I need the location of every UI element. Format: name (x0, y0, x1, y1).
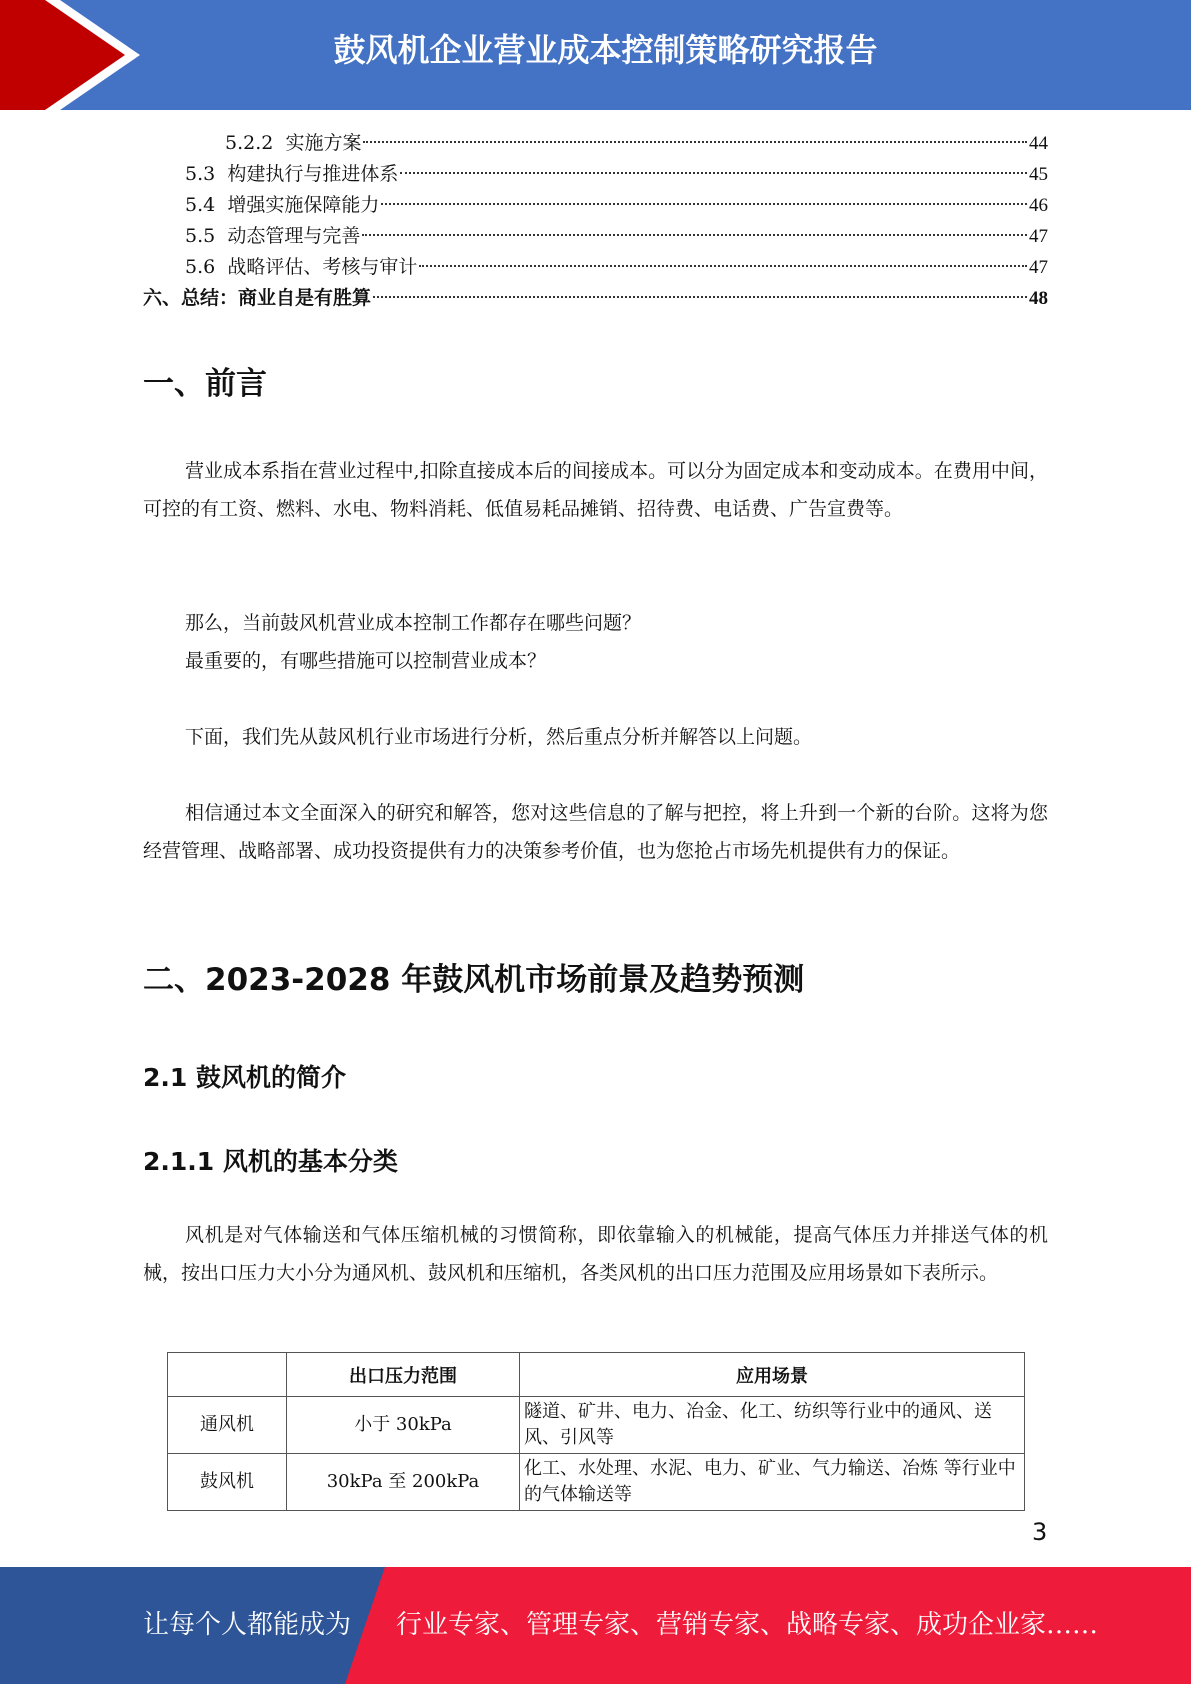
toc-leader-dots (363, 141, 1027, 143)
paragraph: 最重要的，有哪些措施可以控制营业成本？ (185, 650, 547, 672)
toc-leader-dots (381, 203, 1027, 205)
table-cell: 小于 30kPa (287, 1397, 520, 1454)
toc-entry-title: 总结：商业自是有胜算 (181, 287, 372, 309)
table-header-cell: 应用场景 (520, 1353, 1025, 1397)
page-footer (0, 1567, 1191, 1684)
toc-entry-number: 5.5 (185, 225, 216, 247)
paragraph: 下面，我们先从鼓风机行业市场进行分析，然后重点分析并解答以上问题。 (185, 726, 813, 748)
footer-slogan-left: 让每个人都能成为 (143, 1610, 352, 1640)
toc-entry-page: 44 (1029, 133, 1048, 154)
toc-entry[interactable] (143, 159, 1048, 190)
table-header-row (168, 1353, 1025, 1397)
paragraph: 风机是对气体输送和气体压缩机械的习惯简称，即依靠输入的机械能，提高气体压力并排送气体的机械，按出口压力大小分为通风机、鼓风机和压缩机，各类风机的出口压力范围及应用场景如下表所示。 (143, 1224, 1048, 1284)
table-cell: 化工、水处理、水泥、电力、矿业、气力输送、冶炼 等行业中的气体输送等 (520, 1454, 1025, 1511)
toc-entry[interactable] (143, 221, 1048, 252)
toc-entry[interactable] (143, 283, 1048, 314)
table-cell: 隧道、矿井、电力、冶金、化工、纺织等行业中的通风、送风、引风等 (520, 1397, 1025, 1454)
toc-leader-dots (362, 234, 1027, 236)
toc-entry-number: 5.6 (185, 256, 216, 278)
toc-entry-title: 战略评估、考核与审计 (227, 256, 418, 278)
table-cell: 鼓风机 (168, 1454, 287, 1511)
toc-entry-page: 47 (1029, 257, 1048, 278)
table-cell: 30kPa 至 200kPa (287, 1454, 520, 1511)
report-title: 鼓风机企业营业成本控制策略研究报告 (333, 31, 878, 69)
toc-entry[interactable] (143, 128, 1048, 159)
table-row (168, 1454, 1025, 1511)
table-header-cell: 出口压力范围 (287, 1353, 520, 1397)
paragraph: 营业成本系指在营业过程中,扣除直接成本后的间接成本。可以分为固定成本和变动成本。在费用中间，可控的有工资、燃料、水电、物料消耗、低值易耗品摊销、招待费、电话费、广告宣费等。 (143, 460, 1048, 520)
toc-entry-number: 5.3 (185, 163, 216, 185)
table-row (168, 1397, 1025, 1454)
toc-entry-title: 增强实施保障能力 (227, 194, 380, 216)
footer-slogan-right: 行业专家、管理专家、营销专家、战略专家、成功企业家…… (396, 1610, 1099, 1640)
paragraph: 那么，当前鼓风机营业成本控制工作都存在哪些问题？ (185, 612, 642, 634)
table-cell: 通风机 (168, 1397, 287, 1454)
toc-leader-dots (373, 296, 1027, 298)
table-header-cell (168, 1353, 287, 1397)
toc-leader-dots (400, 172, 1027, 174)
toc-entry-number: 六、 (143, 287, 182, 309)
toc-entry-page: 45 (1029, 164, 1048, 185)
section-heading-preface: 一、前言 (143, 366, 267, 402)
toc-entry-title: 实施方案 (285, 132, 362, 154)
toc-entry-number: 5.4 (185, 194, 216, 216)
toc-entry[interactable] (143, 190, 1048, 221)
section-heading-market: 二、2023-2028 年鼓风机市场前景及趋势预测 (143, 962, 805, 998)
toc-leader-dots (419, 265, 1027, 267)
table-of-contents (143, 128, 1048, 314)
toc-entry-number: 5.2.2 (225, 132, 274, 154)
fan-classification-table (167, 1352, 1025, 1511)
subsection-heading: 2.1 鼓风机的简介 (143, 1063, 346, 1092)
page-number: 3 (1032, 1518, 1048, 1546)
toc-entry[interactable] (143, 252, 1048, 283)
toc-entry-page: 47 (1029, 226, 1048, 247)
subsubsection-heading: 2.1.1 风机的基本分类 (143, 1147, 398, 1176)
toc-entry-title: 动态管理与完善 (227, 225, 361, 247)
toc-entry-title: 构建执行与推进体系 (227, 163, 399, 185)
toc-entry-page: 48 (1029, 288, 1048, 309)
toc-entry-page: 46 (1029, 195, 1048, 216)
page-header (0, 0, 1191, 110)
paragraph: 相信通过本文全面深入的研究和解答，您对这些信息的了解与把控，将上升到一个新的台阶。这将为您经营管理、战略部署、成功投资提供有力的决策参考价值，也为您抢占市场先机提供有力的保证。 (143, 802, 1048, 862)
